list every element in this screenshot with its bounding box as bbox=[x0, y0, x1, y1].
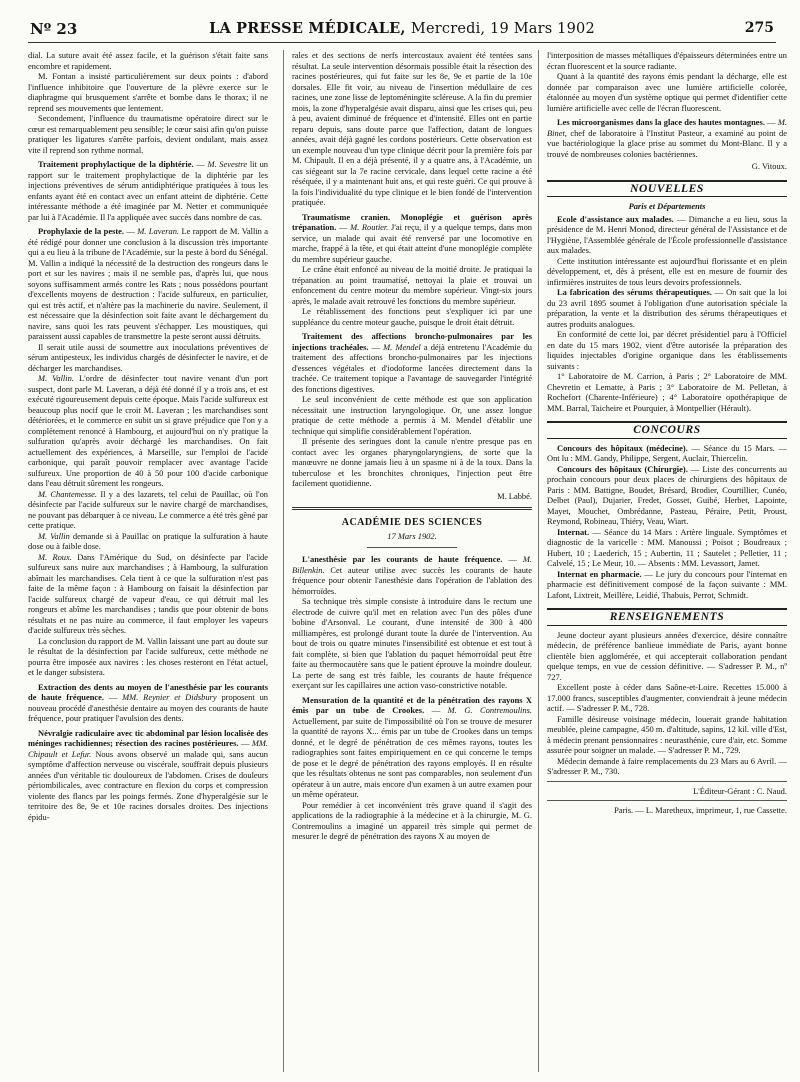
speaker: M. Chantemesse. bbox=[38, 488, 98, 499]
paragraph bbox=[28, 531, 268, 552]
column-2 bbox=[283, 50, 532, 1072]
column-1 bbox=[28, 50, 268, 1072]
speaker: M. Vallin bbox=[38, 530, 70, 541]
divider bbox=[547, 800, 787, 801]
paragraph: La conclusion du rapport de M. Vallin laissant une part au doute sur le résultat de la désinfection par l'acide sulfureux, cette méthode ne pourra être imposée aux navires : les choses resteront en l'état actuel, et le danger subsistera. bbox=[28, 635, 268, 677]
article-author: M. Mendel bbox=[383, 341, 421, 352]
article-title: Névralgie radiculaire avec tic abdominal par lésion localisée des méninges rachidiennes; résection des racines postérieures. bbox=[28, 727, 268, 748]
speech-text: demande si à Pauillac on pratique la sulfuration à haute dose ou à faible dose. bbox=[28, 530, 268, 551]
paragraph: rales et des sections de nerfs intercostaux avaient été tentées sans résultat. La seule intervention désormais possible était la résection des racines postérieures, qui fut faite sur les 8e, 9e et partie de la 10e dorsales. Elle fit voir, au niveau de l'insertion médullaire de ces racines, une zone lisse de leptoméningite scléreuse. A la fin du premier mois, la zone d'hyperalgésie avait disparu, ainsi que les crises qui, peu à peu, avaient diminué de fréquence et d'intensité. Elles ont en partie reparu depuis, sans doute parce que l'affection, datant de longues années, avait déjà gagné les cordons postérieurs. Cette observation est un exemple nouveau d'un type clinique décrit pour la première fois par M. Chipault. Il en a déjà présenté, il y a quatre ans, à l'Académie, un cas siégeant sur la 7e racine cervicale, dans lequel cette racine a été réséquée, il y a maintenant huit ans, et qui reste guéri. Ce qui prouve à la fois l'individualité du type clinique et le bien fondé de l'intervention pratiquée. bbox=[292, 50, 532, 207]
article-title: Traitement prophylactique de la diphtérie. bbox=[38, 159, 194, 169]
page-number: 275 bbox=[744, 20, 774, 36]
article-diphtheria: Traitement prophylactique de la diphtérie. — M. Sevestre lit un rapport sur le traitement prophylactique de la diphtérie par les injections préventives de sérum antidiphtérique pratiquées à tous les enfants ayant été en contact avec un enfant atteint de diphtérie. Cette intéressante méthode a été imaginée par M. Netter et communiquée par lui à l'Académie. Il l'a appliquée avec succès dans nombre de cas. bbox=[28, 159, 268, 222]
paragraph: M. Fontan a insisté particulièrement sur deux points : d'abord l'influence inhibitoire que l'ouverture de la plèvre exerce sur le diaphragme qui brusquement s'arrête et bombe dans le thorax; il ne reprend ses mouvements que lentement. bbox=[28, 71, 268, 113]
article-microorganisms: Les microorganismes dans la glace des hautes montagnes. — M. Binet, chef de laboratoire à l'Institut Pasteur, a examiné au point de vue bactériologique la glace prise au sommet du Mont-Blanc. Il y a trouvé de nombreuses colonies bactériennes. bbox=[547, 117, 787, 159]
article-text: Actuellement, par suite de l'impossibilité où l'on se trouve de mesurer la quantité de rayons X... émis par un tube de Crookes dans un temps donné, et le degré de pénétration de ces mêmes rayons, toutes les radiographies sont faites empiriquement en ce qui concerne le temps de pose et le degré de pénétration des rayons employés. Il en résulte que les résultats obtenus ne sont pas comparables, non seulement d'un opérateur à un autre, mais encore d'un examen à un autre examen pour un même opérateur. bbox=[292, 715, 532, 799]
paragraph: Le crâne était enfoncé au niveau de la moitié droite. Je pratiquai la trépanation au point traumatisé, nettoyai la plaie et trouvai un enfoncement du centre moteur du membre supérieur. Vingt-six jours après, le malade avait retrouvé les fonctions du membre supérieur. bbox=[292, 264, 532, 306]
speech-text: Il y a des lazarets, tel celui de Pauillac, où l'on désinfecte par l'acide sulfureux sur le navire chargé de marchandises, ne pouvant pas débarquer à ce niveau. Le commerce a été très gêné par cette pratique. bbox=[28, 488, 268, 530]
paragraph: Cette institution intéressante est aujourd'hui florissante et en plein développement, et, dès à présent, elle est en mesure de fournir des infirmières instruites de tous leurs devoirs professionnels. bbox=[547, 255, 787, 287]
issue-number: Nº 23 bbox=[30, 20, 78, 38]
news-item bbox=[547, 464, 787, 527]
article-text: proposent un nouveau procédé d'anesthésie dentaire au moyen des courants de haute fréquence, pour pratiquer l'avulsion des dents. bbox=[28, 692, 268, 723]
article-cranial-trauma: Traumatisme cranien. Monoplégie et guérison après trépanation. — M. Routier. J'ai reçu, il y a quelque temps, dans mon service, un malade qui avait été renversé par une locomotive en marche, frappé à la tête, et qui était atteint d'une monoplégie complète du membre supérieur gauche. bbox=[292, 211, 532, 264]
paragraph: Il présente des seringues dont la canule n'entre presque pas en contact avec les organes pharyngolaryngiens, de sorte que la manœuvre ne donne jamais lieu à un spasme ni à de la toux. Dans la tuberculose et les bronchites chroniques, l'injection peut être facilement quotidienne. bbox=[292, 436, 532, 488]
speaker: M. Roux. bbox=[38, 551, 72, 562]
paragraph: Le seul inconvénient de cette méthode est que son application nécessitait une instruction laryngologique. Or, une assez longue pratique de cette méthode a permis à M. Mendel d'établir une technique qui simplifie considérablement l'opération. bbox=[292, 394, 532, 436]
news-text: — Le jury du concours pour l'internat en pharmacie est définitivement composé de la façon suivante : MM. Lafont, Lixtreit, Meillère, Leidié, Thabuis, Perrot, Schmidt. bbox=[547, 568, 787, 600]
paragraph: Pour remédier à cet inconvénient très grave quand il s'agit des applications de la radiographie à la médecine et à la chirurgie, M. G. Contremoulins a imaginé un appareil très simple qui permet de mesurer le degré de pénétration des rayons X au moyen de bbox=[292, 799, 532, 841]
article-author: M. Laveran. bbox=[137, 226, 180, 236]
news-text: On sait que la loi du 23 avril 1895 soumet à l'obligation d'une autorisation spéciale la préparation, la vente et la distribution des sérums thérapeutiques et autres produits analogues. bbox=[547, 287, 787, 329]
article-title: Extraction des dents au moyen de l'anesthésie par les courants de haute fréquence. bbox=[28, 681, 268, 702]
article-teeth: Extraction des dents au moyen de l'anesthésie par les courants de haute fréquence. — MM. Reynier et Didsbury proposent un nouveau procédé d'anesthésie dentaire au moyen des courants de haute fréquence, pour pratiquer l'avulsion des dents. bbox=[28, 681, 268, 723]
news-text: — Séance du 15 Mars. — Ont lu : MM. Gandy, Philippe, Sergent, Auclair, Thiercelin. bbox=[547, 442, 787, 463]
news-title: Concours des hôpitaux (Chirurgie). bbox=[557, 463, 688, 474]
news-text: Dimanche a eu lieu, sous la présidence de M. Henri Monod, directeur général de l'Assistance et de l'Hygiène, l'Assemblée générale de l'École professionnelle d'assistance aux malades. bbox=[547, 213, 787, 255]
article-text: lit un rapport sur le traitement prophylactique de la diphtérie par les injections préventives de sérum antidiphtérique pratiquées à tous les enfants ayant été en contact avec un enfant atteint de diphtérie. Cette intéressante méthode a été imaginée par M. Netter et communiquée par lui à l'Académie. Il l'a appliquée avec succès dans nombre de cas. bbox=[28, 159, 268, 222]
article-author: M. Sevestre bbox=[207, 159, 248, 169]
news-item bbox=[547, 569, 787, 601]
article-anesthesia: L'anesthésie par les courants de haute fréquence. — M. Billenkin. Cet auteur utilise avec succès les courants de haute fréquence pour obtenir l'anesthésie dans l'opération de l'ablation des hémorroïdes. bbox=[292, 554, 532, 596]
article-author: M. Billenkin. bbox=[292, 554, 532, 575]
news-title: Internat. bbox=[557, 526, 590, 537]
article-title: Traitement des affections broncho-pulmonaires par les injections trachéales. bbox=[292, 331, 532, 352]
article-title: Mensuration de la quantité et de la pénétration des rayons X émis par un tube de Crookes. bbox=[292, 694, 532, 715]
article-title: Les microorganismes dans la glace des hautes montagnes. bbox=[557, 117, 765, 127]
classified-ad: Médecin demande à faire remplacements du 23 Mars au 6 Avril. — S'adresser P. M., 730. bbox=[547, 755, 787, 776]
page-header bbox=[28, 12, 776, 43]
column-3 bbox=[538, 50, 787, 1072]
article-author: MM. Reynier et Didsbury bbox=[122, 692, 217, 702]
article-xrays: Mensuration de la quantité et de la pénétration des rayons X émis par un tube de Crookes. — M. G. Contremoulins. Actuellement, par suite de l'impossibilité où l'on se trouve de mesurer la quantité de rayons X... émis par un tube de Crookes dans un temps donné, et le degré de pénétration de ces mêmes rayons, toutes les radiographies sont faites empiriquement en ce qui concerne le temps de pose et le degré de pénétration des rayons employés. Il en résulte que les résultats obtenus ne sont pas comparables, non seulement d'un opérateur à un autre, mais encore d'un examen à un autre examen pour un même opérateur. bbox=[292, 694, 532, 799]
classified-ad: Jeune docteur ayant plusieurs années d'exercice, désire connaître médecin, de préférence banlieue immédiate de Paris, ayant bonne clientèle bien agglomérée, et qui accepterait collaboration pendant quelque temps, en vue de cession définitive. — S'adresser P. M., nº 727. bbox=[547, 629, 787, 682]
paragraph: Sa technique très simple consiste à introduire dans le rectum une électrode de cuivre qu'il met en relation avec l'un des pôles d'une bobine d'Arsonval. Le courant, d'une intensité de 300 à 400 milliampères, est prolongé durant toute la durée de l'intervention. Au bout de trois ou quatre minutes l'insensibilité est obtenue et est tout à fait complète, si bien que l'ablation du paquet hémorroïdal peut être faite au thermocautère sans que le patient éprouve la moindre douleur. La perte de sang est très faible, les courants de haute fréquence exerçant sur les capillaires une action vaso-constrictive notable. bbox=[292, 596, 532, 690]
news-text: — Séance du 14 Mars : Artère linguale. Symptômes et diagnostic de la varicelle : MM. Manoussi ; Poisot ; Boudreaux ; Hubert, 10 ; Laederich, 15 ; Aubertin, 11 ; Sautelet ; Pelletier, 11 ; Calvelé, 15 ; Le Meur, 10. — Absents : MM. Levassort, Jamet. bbox=[547, 526, 787, 568]
article-text: Nous avons observé un malade qui, sans aucun symptôme d'affection nerveuse ou viscérale, souffrait depuis plusieurs années d'un véritable tic douloureux de l'abdomen. Crises de douleurs périombilicales, avec contracture en flexion du corps et compression violente des flancs par les poings fermés. Zone d'hyperalgésie sur le territoire des 8e, 9e et 10e racines dorsales droites. Des injections épidu- bbox=[28, 748, 268, 822]
article-author: M. Routier. bbox=[350, 222, 389, 232]
article-text: Cet auteur utilise avec succès les courants de haute fréquence pour obtenir l'anesthésie dans l'opération de l'ablation des hémorroïdes. bbox=[292, 564, 532, 596]
news-item bbox=[547, 443, 787, 464]
speech-text: L'ordre de désinfecter tout navire venant d'un port suspect, dont parle M. Laveran, a déjà été donné il y a trois ans, et est exécuté rigoureusement depuis cette époque. Mais l'acide sulfureux est beaucoup plus nocif que le croit M. Laveran ; les marchandises sont détériorées, et le commerce en subit un si grave préjudice que l'on y a complètement renoncé à Hambourg, et aujourd'hui on n'y pratique la sulfuration qu'après avoir déchargé les marchandises. On fait actuellement des expériences, à Marseille, sur l'emploi de l'acide carbonique, qui paraît pouvoir remplacer avec avantage l'acide sulfureux. Une proportion de 40 à 50 pour 100 d'acide carbonique dans l'eau détruit sûrement les rongeurs. bbox=[28, 373, 268, 488]
paragraph bbox=[28, 552, 268, 636]
divider bbox=[367, 547, 457, 548]
paragraph: dial. La suture avait été assez facile, et la guérison s'était faite sans encombre et rapidement. bbox=[28, 50, 268, 71]
section-subtitle: Paris et Départements bbox=[628, 201, 706, 211]
classified-ad: Famille désireuse voisinage médecin, louerait grande habitation meublée, pleine campagne, 450 m. d'altitude, sapins, 12 kil. ville d'Est, à médecin prenant pensionnaires : neurasthénie, cure d'air, etc. Somme assurée pour soigner un malade. — S'adresser P. M., 729. bbox=[547, 713, 787, 755]
section-title-concours: CONCOURS bbox=[547, 421, 787, 439]
section-date: 17 Mars 1902. bbox=[387, 530, 437, 541]
news-item: Ecole d'assistance aux malades. — Dimanche a eu lieu, sous la présidence de M. Henri Monod, directeur général de l'Assistance et de l'Hygiène, l'Assemblée générale de l'École professionnelle d'assistance aux malades. bbox=[547, 213, 787, 255]
section-title-nouvelles: NOUVELLES bbox=[547, 180, 787, 198]
article-title: Prophylaxie de la peste. bbox=[38, 226, 125, 236]
news-title: Concours des hôpitaux (médecine). bbox=[557, 442, 688, 453]
paragraph: Il serait utile aussi de soumettre aux inoculations préventives de sérum antipesteux, les individus chargés de désinfecter le navire, et de décharger les marchandises. bbox=[28, 341, 268, 373]
article-text: Le rapport de M. Vallin a été rédigé pour donner une conclusion à la discussion très importante qui a eu lieu à la tribune de l'Académie, sur la peste à bord du Sénégal. M. Vallin a indiqué la nécessité de la destruction des rongeurs dans le port et sur les navires ; mais il ne semble pas, d'après lui, que nous soyons suffisamment armés contre les Rats ; nous possédons pourtant d'excellents moyens de destruction : l'acide sulfureux, en particulier, qui est très actif, et n'altère pas la machinerie du navire. Seulement, il est nécessaire que la désinfection soit faite avant le déchargement du navire, sans quoi les rats peuvent s'échapper. Les moustiques, qui paraissent aussi capables de transmettre la peste seront aussi détruits. bbox=[28, 226, 268, 341]
paragraph: En conformité de cette loi, par décret présidentiel paru à l'Officiel en date du 15 mars 1902, vient d'être autorisée la préparation des liquides injectables d'origine organique dans les établissements suivants : bbox=[547, 329, 787, 371]
divider bbox=[547, 781, 787, 782]
article-text: a déjà entretenu l'Académie du traitement des affections broncho-pulmonaires par les injections d'essences végétales et d'iodoforme lancées directement dans la trachée. Ce traitement topique a l'avantage de sauvegarder l'intégrité des fonctions digestives. bbox=[292, 341, 532, 394]
paragraph: Secondement, l'influence du traumatisme opératoire direct sur le cœur est remarquablement peu sensible; le cœur saisi afin qu'on puisse pratiquer les ligatures s'arrête parfois, devient ondulant, mais assez vite il reprend son rythme normal. bbox=[28, 113, 268, 155]
news-title: Ecole d'assistance aux malades. bbox=[557, 213, 674, 224]
article-author: M. Binet, bbox=[547, 117, 787, 138]
editor-line: L'Éditeur-Gérant : C. Naud. bbox=[693, 785, 787, 796]
signature: G. Vitoux. bbox=[751, 161, 787, 171]
news-title: Internat en pharmacie. bbox=[557, 568, 642, 579]
paragraph bbox=[28, 489, 268, 531]
section-title-renseignements: RENSEIGNEMENTS bbox=[547, 608, 787, 626]
paragraph bbox=[28, 373, 268, 489]
article-title: Traumatisme cranien. Monoplégie et guérison après trépanation. bbox=[292, 211, 532, 232]
article-tracheal-injections: Traitement des affections broncho-pulmonaires par les injections trachéales. — M. Mendel a déjà entretenu l'Académie du traitement des affections broncho-pulmonaires par les injections d'essences végétales et d'iodoforme lancées directement dans la trachée. Ce traitement topique a l'avantage de sauvegarder l'intégrité des fonctions digestives. bbox=[292, 331, 532, 394]
article-text: J'ai reçu, il y a quelque temps, dans mon service, un malade qui avait été renversé par une locomotive en marche, frappé à la tête, et qui était atteint d'une monoplégie complète du membre supérieur gauche. bbox=[292, 222, 532, 264]
signature: M. Labbé. bbox=[497, 490, 532, 501]
news-text: — Liste des concurrents au prochain concours pour deux places de chirurgiens des hôpitaux de Paris : MM. Battigne, Boudet, Brésard, Brodier, Courtillier, Cunéo, Delbet (Paul), Dujarier, Fredet, Gosset, Guibé, Herbet, Lapointe, Mayet, Mouchet, Ombrédanne, Pasteau, Péraire, Petit, Proust, Reymond, Robineau, Thiéry, Veau, Wiart. bbox=[547, 463, 787, 526]
paragraph: Le rétablissement des fonctions peut s'expliquer ici par une suppléance du centre moteur gauche, puisque le droit était détruit. bbox=[292, 306, 532, 327]
paragraph: l'interposition de masses métalliques d'épaisseurs déterminées entre un écran fluorescent et la source radiante. bbox=[547, 50, 787, 71]
issue-date: Mercredi, 19 Mars 1902 bbox=[410, 21, 595, 37]
paragraph: 1° Laboratoire de M. Carrion, à Paris ; 2° Laboratoire de MM. Chevretin et Lematte, à Paris ; 3° Laboratoire de M. Pelletan, à Rochefort (Charente-Inférieure) ; 4° Laboratoire opothérapique de MM. Barral, Taicheire et Pourquier, à Montpellier (Hérault). bbox=[547, 371, 787, 413]
article-neuralgia: Névralgie radiculaire avec tic abdominal par lésion localisée des méninges rachidiennes; résection des racines postérieures. — MM. Chipault et Lefur. Nous avons observé un malade qui, sans aucun symptôme d'affection nerveuse ou viscérale, souffrait depuis plusieurs années d'un véritable tic douloureux de l'abdomen. Crises de douleurs périombilicales, avec contracture en flexion du corps et compression violente des flancs par les poings fermés. Zone d'hyperalgésie sur le territoire des 8e, 9e et 10e racines dorsales droites. Des injections épidu- bbox=[28, 727, 268, 822]
paragraph: Quant à la quantité des rayons émis pendant la décharge, elle est donnée par comparaison avec une lumière artificielle colorée, étalonnée au moyen d'un système optique qui permet d'identifier cette lumière artificielle avec celle de l'écran fluorescent. bbox=[547, 71, 787, 113]
section-title: ACADÉMIE DES SCIENCES bbox=[341, 517, 483, 528]
divider bbox=[292, 507, 532, 510]
journal-title bbox=[28, 20, 776, 37]
journal-name: LA PRESSE MÉDICALE, bbox=[209, 20, 406, 37]
speaker: M. Vallin. bbox=[38, 373, 74, 383]
article-plague: Prophylaxie de la peste. — M. Laveran. Le rapport de M. Vallin a été rédigé pour donner une conclusion à la discussion très importante qui a eu lieu à la tribune de l'Académie, sur la peste à bord du Sénégal. M. Vallin a indiqué la nécessité de la destruction des rongeurs dans le port et sur les navires ; mais il ne semble pas, d'après lui, que nous soyons suffisamment armés contre les Rats ; nous possédons pourtant d'excellents moyens de destruction : l'acide sulfureux, en particulier, qui est très actif, et n'altère pas la machinerie du navire. Seulement, il est nécessaire que la désinfection soit faite avant le déchargement du navire, sans quoi les rats peuvent s'échapper. Les moustiques, qui paraissent aussi capables de transmettre la peste seront aussi détruits. bbox=[28, 226, 268, 341]
article-author: M. G. Contremoulins. bbox=[447, 705, 532, 715]
article-title: L'anesthésie par les courants de haute fréquence. bbox=[302, 554, 503, 564]
news-item bbox=[547, 527, 787, 569]
printer-line: Paris. — L. Maretheux, imprimeur, 1, rue Cassette. bbox=[614, 805, 787, 815]
news-title: La fabrication des sérums thérapeutiques. bbox=[557, 287, 712, 297]
article-text: chef de laboratoire à l'Institut Pasteur, a examiné au point de vue bactériologique la glace prise au sommet du Mont-Blanc. Il y a trouvé de nombreuses colonies bactériennes. bbox=[547, 127, 787, 159]
speech-text: Dans l'Amérique du Sud, on désinfecte par l'acide sulfureux sans nuire aux marchandises ; à Hambourg, la sulfuration abîmait les marchandises. Cela tient à ce que la sulfuration n'est pas faite de la même façon : à Hambourg on faisait la désinfection par l'acide sulfureux chargé de vapeur d'eau, ce qui détruit mal les rongeurs et abîme les marchandises ; tandis que pour obtenir de bons résultats et ne pas nuire au commerce, il faut employer les vapeurs d'acide sulfureux très sèches. bbox=[28, 551, 268, 635]
classified-ad: Excellent poste à céder dans Saône-et-Loire. Recettes 15.000 à 17.000 francs, susceptibles d'augmenter, conviendrait à jeune médecin actif. — S'adresser P. M., 728. bbox=[547, 682, 787, 713]
article-author: MM. Chipault et Lefur. bbox=[28, 738, 268, 759]
news-item: La fabrication des sérums thérapeutiques. — On sait que la loi du 23 avril 1895 soumet à l'obligation d'une autorisation spéciale la préparation, la vente et la distribution des sérums thérapeutiques et autres produits analogues. bbox=[547, 287, 787, 329]
